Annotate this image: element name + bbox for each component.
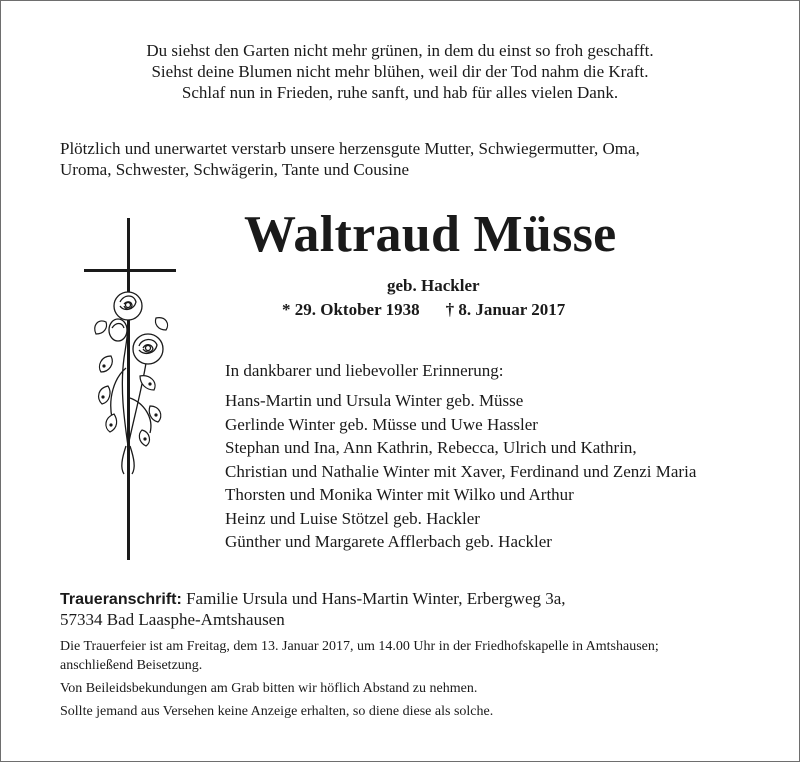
- poem-line-2: Siehst deine Blumen nicht mehr blühen, weil dir der Tod nahm die Kraft.: [151, 62, 649, 81]
- maiden-name: geb. Hackler: [387, 276, 480, 295]
- death-date: † 8. Januar 2017: [445, 300, 566, 319]
- missed-notice-note: Sollte jemand aus Versehen keine Anzeige erhalten, so diene diese als solche.: [60, 704, 494, 719]
- intro-text: [60, 138, 760, 180]
- ceremony-line-1: Die Trauerfeier ist am Freitag, dem 13. Januar 2017, um 14.00 Uhr in der Friedhofskapelle in Amtshausen;: [60, 639, 659, 654]
- address-label: Traueranschrift:: [60, 591, 182, 608]
- ceremony-line-2: anschließend Beisetzung.: [60, 658, 203, 673]
- intro-line-2: Uroma, Schwester, Schwägerin, Tante und Cousine: [60, 160, 410, 179]
- family-member: Hans-Martin und Ursula Winter geb. Müsse: [225, 391, 524, 410]
- family-member: Günther und Margarete Afflerbach geb. Hackler: [225, 532, 552, 551]
- address-line-2: 57334 Bad Laasphe-Amtshausen: [60, 610, 285, 629]
- life-dates: [282, 300, 565, 320]
- family-member: Heinz und Luise Stötzel geb. Hackler: [225, 508, 480, 528]
- intro-line-1: Plötzlich und unerwartet verstarb unsere herzensgute Mutter, Schwiegermutter, Oma,: [60, 139, 640, 158]
- mourning-address: [60, 589, 566, 630]
- address-line-1: Familie Ursula und Hans-Martin Winter, Erbergweg 3a,: [186, 589, 566, 608]
- birth-date: * 29. Oktober 1938: [282, 300, 420, 319]
- family-member: Christian und Nathalie Winter mit Xaver, Ferdinand und Zenzi Maria: [225, 461, 697, 481]
- poem-line-3: Schlaf nun in Frieden, ruhe sanft, und hab für alles vielen Dank.: [181, 83, 619, 102]
- remembrance-line: In dankbarer und liebevoller Erinnerung:: [225, 361, 504, 380]
- funeral-notes: [60, 637, 760, 721]
- family-list: [225, 389, 696, 554]
- poem: [0, 40, 800, 103]
- family-member: Thorsten und Monika Winter mit Wilko und Arthur: [225, 485, 574, 504]
- deceased-name: Waltraud Müsse: [244, 206, 617, 263]
- cross-with-roses-icon: [84, 218, 176, 560]
- condolence-note: Von Beileidsbekundungen am Grab bitten wir höflich Abstand zu nehmen.: [60, 681, 478, 696]
- family-member: Gerlinde Winter geb. Müsse und Uwe Hassler: [225, 414, 538, 434]
- poem-line-1: Du siehst den Garten nicht mehr grünen, in dem du einst so froh geschafft.: [146, 41, 654, 60]
- family-member: Stephan und Ina, Ann Kathrin, Rebecca, Ulrich und Kathrin,: [225, 438, 637, 457]
